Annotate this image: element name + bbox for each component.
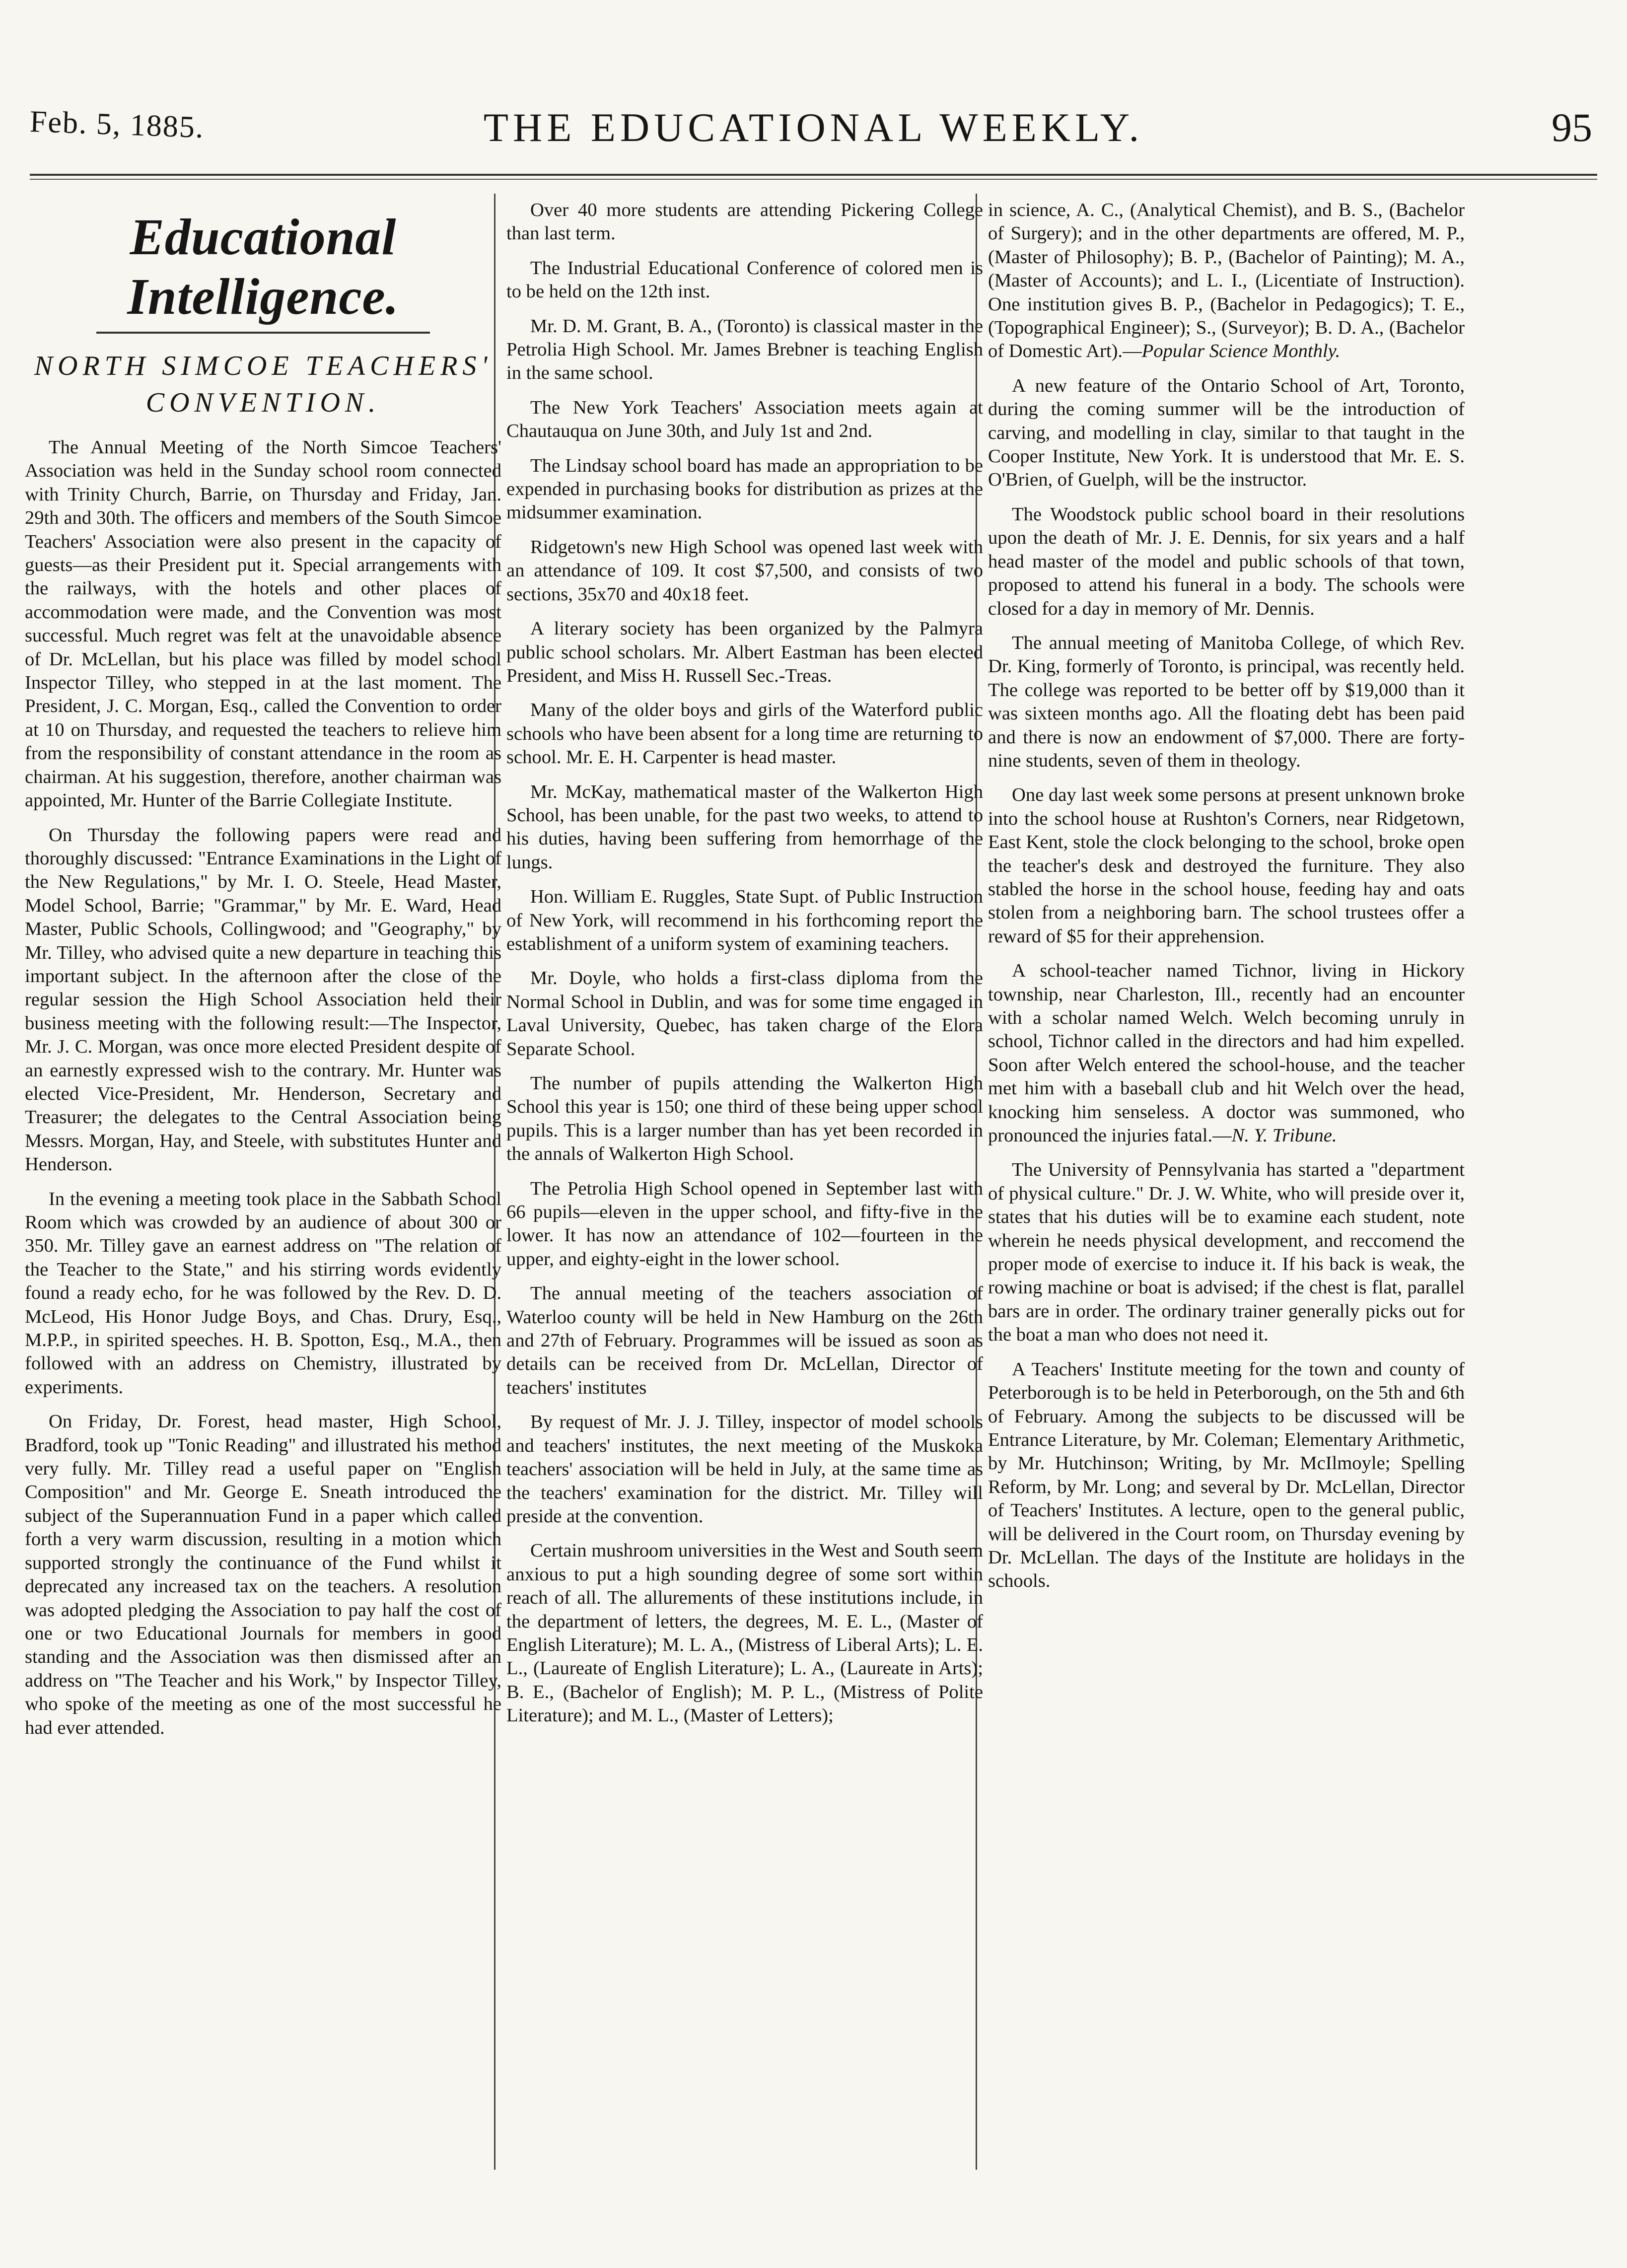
paragraph: The Annual Meeting of the North Simcoe Teachers' Association was held in the Sunday school room connected with Trinity Church, Barrie, on Thursday and Friday, Jan. 29th and 30th. The officers and members of the South Simcoe Teachers' Association were also present in the capacity of guests—as their President put it. Special arrangements with the railways, with the hotels and other places of accommodation were made, and the Convention was most successful. Much regret was felt at the unavoidable absence of Dr. McLellan, but his place was filled by model school Inspector Tilley, who stepped in at the last moment. The President, J. C. Morgan, Esq., called the Convention to order at 10 on Thursday, and requested the teachers to relieve him from the responsibility of constant attendance in the room as chairman. At his suggestion, therefore, another chairman was appointed, Mr. Hunter of the Barrie Collegiate Institute. — [25, 437, 501, 811]
news-item: The annual meeting of Manitoba College, of which Rev. Dr. King, formerly of Toronto, is principal, was recently held. The college was reported to be better off by $19,000 than it was sixteen months ago. All the floating debt has been paid and there is now an endowment of $7,000. There are forty-nine students, seven of them in theology. — [988, 632, 1465, 771]
news-item: Hon. William E. Ruggles, State Supt. of Public Instruction of New York, will recommend in his forthcoming report the establishment of a uniform system of examining teachers. — [506, 886, 983, 954]
header-rule-thin — [30, 179, 1597, 180]
news-item: The number of pupils attending the Walkerton High School this year is 150; one third of these being upper school pupils. This is a larger number than has yet been recorded in the annals of Walkerton High School. — [506, 1073, 983, 1165]
news-item: The Lindsay school board has made an appropriation to be expended in purchasing books for distribution as prizes at the midsummer examination. — [506, 455, 983, 523]
news-item: The annual meeting of the teachers association of Waterloo county will be held in New Hamburg on the 26th and 27th of February. Programmes will be issued as soon as details can be received from Dr. McLellan, Director of teachers' institutes — [506, 1283, 983, 1398]
news-item: A new feature of the Ontario School of Art, Toronto, during the coming summer will be the introduction of carving, and modelling in clay, similar to that taught in the Cooper Institute, New York. It is understood that Mr. E. S. O'Brien, of Guelph, will be the instructor. — [988, 375, 1465, 491]
column-1 — [25, 199, 501, 2160]
news-item: By request of Mr. J. J. Tilley, inspector of model schools and teachers' institutes, the next meeting of the Muskoka teachers' association will be held in July, at the same time as the teachers' examination for the district. Mr. Tilley will preside at the convention. — [506, 1412, 983, 1527]
news-item: Mr. Doyle, who holds a first-class diploma from the Normal School in Dublin, and was for some time engaged in Laval University, Quebec, has taken charge of the Elora Separate School. — [506, 968, 983, 1060]
column-2 — [506, 199, 983, 2160]
header-rule — [30, 174, 1597, 176]
news-item: The New York Teachers' Association meets again at Chautauqua on June 30th, and July 1st and 2nd. — [506, 397, 983, 442]
news-item: Mr. McKay, mathematical master of the Walkerton High School, has been unable, for the past two weeks, to attend to his duties, having been suffering from hemorrhage of the lungs. — [506, 781, 983, 873]
source-citation: Popular Science Monthly. — [1141, 341, 1341, 362]
article-title: NORTH SIMCOE TEACHERS' CONVENTION. — [34, 351, 493, 418]
source-citation: N. Y. Tribune. — [1231, 1125, 1337, 1146]
news-item: One day last week some persons at present unknown broke into the school house at Rushton's Corners, near Ridgetown, East Kent, stole the clock belonging to the school, broke open the teacher's desk and destroyed the furniture. They also stabled the horse in the school house, feeding hay and oats stolen from a neighboring barn. The school trustees offer a reward of $5 for their apprehension. — [988, 784, 1465, 947]
news-item: A Teachers' Institute meeting for the town and county of Peterborough is to be held in Peterborough, on the 5th and 6th of February. Among the subjects to be discussed will be Entrance Literature, by Mr. Coleman; Elementary Arithmetic, by Mr. Hutchinson; Writing, by Mr. McIlmoyle; Spelling Reform, by Mr. Long; and several by Dr. McLellan, Director of Teachers' Institutes. A lecture, open to the general public, will be delivered in the Court room, on Thursday evening by Dr. McLellan. The days of the Institute are holidays in the schools. — [988, 1358, 1465, 1592]
news-item: The Woodstock public school board in their resolutions upon the death of Mr. J. E. Dennis, for six years and a half head master of the model and public schools of that town, proposed to attend his funeral in a body. The schools were closed for a day in memory of Mr. Dennis. — [988, 503, 1465, 619]
news-item: The University of Pennsylvania has started a "department of physical culture." Dr. J. W. White, who will preside over it, states that his duties will be to examine each student, note wherein he needs physical development, and reccomend the proper mode of exercise to induce it. If his back is weak, the rowing machine or boat is advised; if the chest is flat, parallel bars are in order. The ordinary trainer generally picks out for the boat a man who does not need it. — [988, 1159, 1465, 1346]
news-item: The Industrial Educational Conference of colored men is to be held on the 12th inst. — [506, 257, 983, 302]
paragraph: On Thursday the following papers were read and thoroughly discussed: "Entrance Examinations in the Light of the New Regulations," by Mr. I. O. Steele, Head Master, Model School, Barrie; "Grammar," by Mr. E. Ward, Head Master, Public Schools, Collingwood; and "Geography," by Mr. Tilley, who advised quite a new departure in teaching this important subject. In the afternoon after the close of the regular session the High School Association held their business meeting with the following result:—The Inspector, Mr. J. C. Morgan, was once more elected President despite of an earnestly expressed wish to the contrary. Mr. Hunter was elected Vice-President, Mr. Henderson, Secretary and Treasurer; the delegates to the Central Association being Messrs. Morgan, Hay, and Steele, with substitutes Hunter and Henderson. — [25, 824, 501, 1175]
news-item: A literary society has been organized by the Palmyra public school scholars. Mr. Albert Eastman has been elected President, and Miss H. Russell Sec.-Treas. — [506, 618, 983, 686]
page-header — [20, 84, 1607, 184]
paragraph: In the evening a meeting took place in the Sabbath School Room which was crowded by an audience of about 300 or 350. Mr. Tilley gave an earnest address on "The relation of the Teacher to the State," and his stirring words evidently found a ready echo, for he was followed by the Rev. D. D. McLeod, His Honor Judge Boys, and Chas. Drury, Esq., M.P.P., in spirited speeches. H. B. Spotton, Esq., M.A., then followed with an address on Chemistry, illustrated by experiments. — [25, 1188, 501, 1398]
section-title: Educational Intelligence. — [127, 209, 399, 325]
news-text: A school-teacher named Tichnor, living in Hickory township, near Charleston, Ill., recently had an encounter with a scholar named Welch. Welch becoming unruly in school, Tichnor called in the directors and had him expelled. Soon after Welch entered the school-house, and the teacher met him with a baseball club and hit Welch over the head, knocking him senseless. A doctor was summoned, who pronounced the injuries fatal.— — [988, 960, 1465, 1146]
news-item: Mr. D. M. Grant, B. A., (Toronto) is classical master in the Petrolia High School. Mr. James Brebner is teaching English in the same school. — [506, 315, 983, 384]
column-3 — [988, 199, 1465, 2160]
news-item: Over 40 more students are attending Pickering College than last term. — [506, 200, 983, 244]
news-item-continued — [988, 199, 1465, 363]
issue-date: Feb. 5, 1885. — [29, 104, 205, 145]
news-item: Certain mushroom universities in the West and South seem anxious to put a high sounding degree of some sort within reach of all. The allurements of these institutions include, in the department of letters, the degrees, M. E. L., (Master of English Literature); M. L. A., (Mistress of Liberal Arts); L. E. L., (Laureate of English Literature); L. A., (Laureate in Arts); B. E., (Bachelor of English); M. P. L., (Mistress of Polite Literature); and M. L., (Master of Letters); — [506, 1540, 983, 1726]
section-rule — [96, 332, 430, 334]
news-text: in science, A. C., (Analytical Chemist), and B. S., (Bachelor of Surgery); and in the other departments are offered, M. P., (Master of Philosophy); B. P., (Bachelor of Painting); M. A., (Master of Accounts); and L. I., (Licentiate of Instruction). One institution gives B. P., (Bachelor in Pedagogics); T. E., (Topographical Engineer); S., (Surveyor); B. D. A., (Bachelor of Domestic Art).— — [988, 200, 1465, 362]
news-item — [988, 959, 1465, 1147]
masthead-title: THE EDUCATIONAL WEEKLY. — [483, 105, 1144, 150]
news-item: Ridgetown's new High School was opened last week with an attendance of 109. It cost $7,500, and consists of two sections, 35x70 and 40x18 feet. — [506, 536, 983, 605]
paragraph: On Friday, Dr. Forest, head master, High School, Bradford, took up "Tonic Reading" and illustrated his method very fully. Mr. Tilley read a useful paper on "English Composition" and Mr. George E. Sneath introduced the subject of the Superannuation Fund in a paper which called forth a very warm discussion, resulting in a motion which supported strongly the continuance of the Fund whilst it deprecated any increased tax on the teachers. A resolution was adopted pledging the Association to pay half the cost of one or two Educational Journals for members in good standing and the Association was then dismissed after an address on "The Teacher and his Work," by Inspector Tilley, who spoke of the meeting as one of the most successful he had ever attended. — [25, 1411, 501, 1738]
news-item: Many of the older boys and girls of the Waterford public schools who have been absent for a long time are returning to school. Mr. E. H. Carpenter is head master. — [506, 700, 983, 768]
news-item: The Petrolia High School opened in September last with 66 pupils—eleven in the upper school, and fifty-five in the lower. It has now an attendance of 102—fourteen in the upper, and eighty-eight in the lower school. — [506, 1178, 983, 1270]
page-number: 95 — [1552, 105, 1592, 150]
